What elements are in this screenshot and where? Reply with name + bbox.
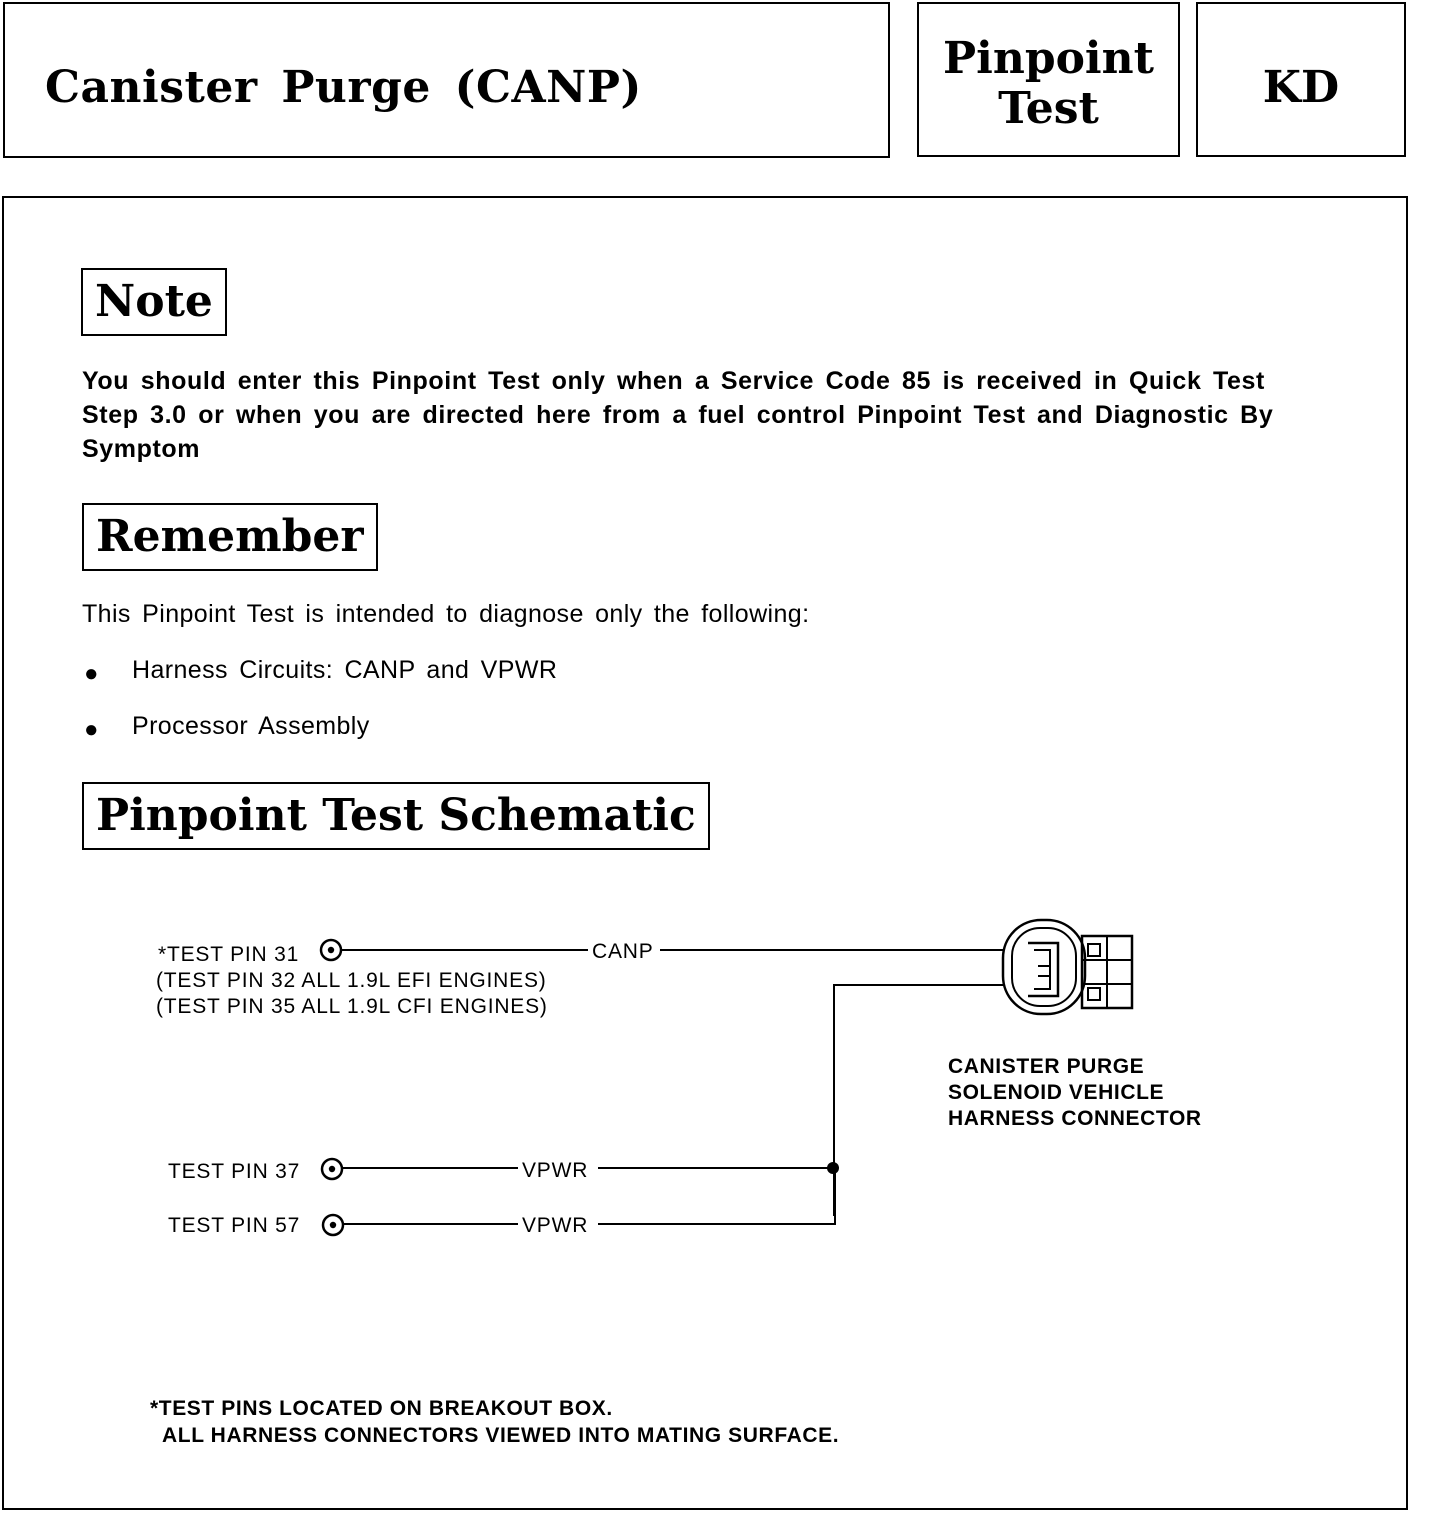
test-pin-57-label: TEST PIN 57 — [168, 1214, 301, 1237]
canp-wire-label: CANP — [592, 940, 654, 963]
test-pin-37-terminal-icon — [322, 1159, 342, 1179]
test-code: KD — [1262, 62, 1340, 113]
test-pin-31-label: *TEST PIN 31 — [158, 943, 300, 966]
connector-label-line-1: CANISTER PURGE — [948, 1055, 1145, 1078]
title-box — [3, 2, 890, 158]
bullet-marker: ● — [84, 660, 99, 687]
page-title: Canister Purge (CANP) — [45, 62, 642, 113]
note-heading: Note — [81, 268, 227, 336]
test-type-line-2: Test — [998, 83, 1099, 134]
test-code-box — [1196, 2, 1406, 157]
connector-label-line-2: SOLENOID VEHICLE — [948, 1081, 1165, 1104]
remember-heading: Remember — [82, 503, 378, 571]
main-content — [2, 196, 1408, 1510]
test-pin-31-note-efi: (TEST PIN 32 ALL 1.9L EFI ENGINES) — [156, 969, 547, 992]
list-item: Harness Circuits: CANP and VPWR — [132, 656, 558, 684]
test-pin-31-note-cfi: (TEST PIN 35 ALL 1.9L CFI ENGINES) — [156, 995, 548, 1018]
splice-dot-icon — [827, 1162, 839, 1174]
footnote-breakout-box: *TEST PINS LOCATED ON BREAKOUT BOX. — [150, 1397, 613, 1420]
footnote-mating-surface: ALL HARNESS CONNECTORS VIEWED INTO MATING SURFACE. — [162, 1424, 840, 1447]
pinpoint-test-schematic — [4, 198, 1406, 1508]
test-pin-31-terminal-icon — [321, 940, 341, 960]
remember-intro: This Pinpoint Test is intended to diagnose only the following: — [82, 600, 810, 628]
list-item: Processor Assembly — [132, 712, 370, 740]
vpwr-wire-57-right — [598, 1168, 835, 1224]
note-text: You should enter this Pinpoint Test only when a Service Code 85 is received in Quick Test Step 3.0 or when you are directed here from a fuel control Pinpoint Test and Diagnostic By Symptom — [82, 367, 1274, 463]
test-pin-57-terminal-icon — [323, 1215, 343, 1235]
schematic-heading: Pinpoint Test Schematic — [82, 782, 710, 850]
vpwr-wire-37-label: VPWR — [522, 1159, 589, 1182]
connector-label-line-3: HARNESS CONNECTOR — [948, 1107, 1202, 1130]
bullet-marker: ● — [84, 716, 99, 743]
harness-connector-icon — [1003, 920, 1132, 1014]
test-pin-37-label: TEST PIN 37 — [168, 1160, 301, 1183]
test-type-line-1: Pinpoint — [943, 33, 1154, 84]
vpwr-wire-57-label: VPWR — [522, 1214, 589, 1237]
test-type-box — [917, 2, 1180, 157]
